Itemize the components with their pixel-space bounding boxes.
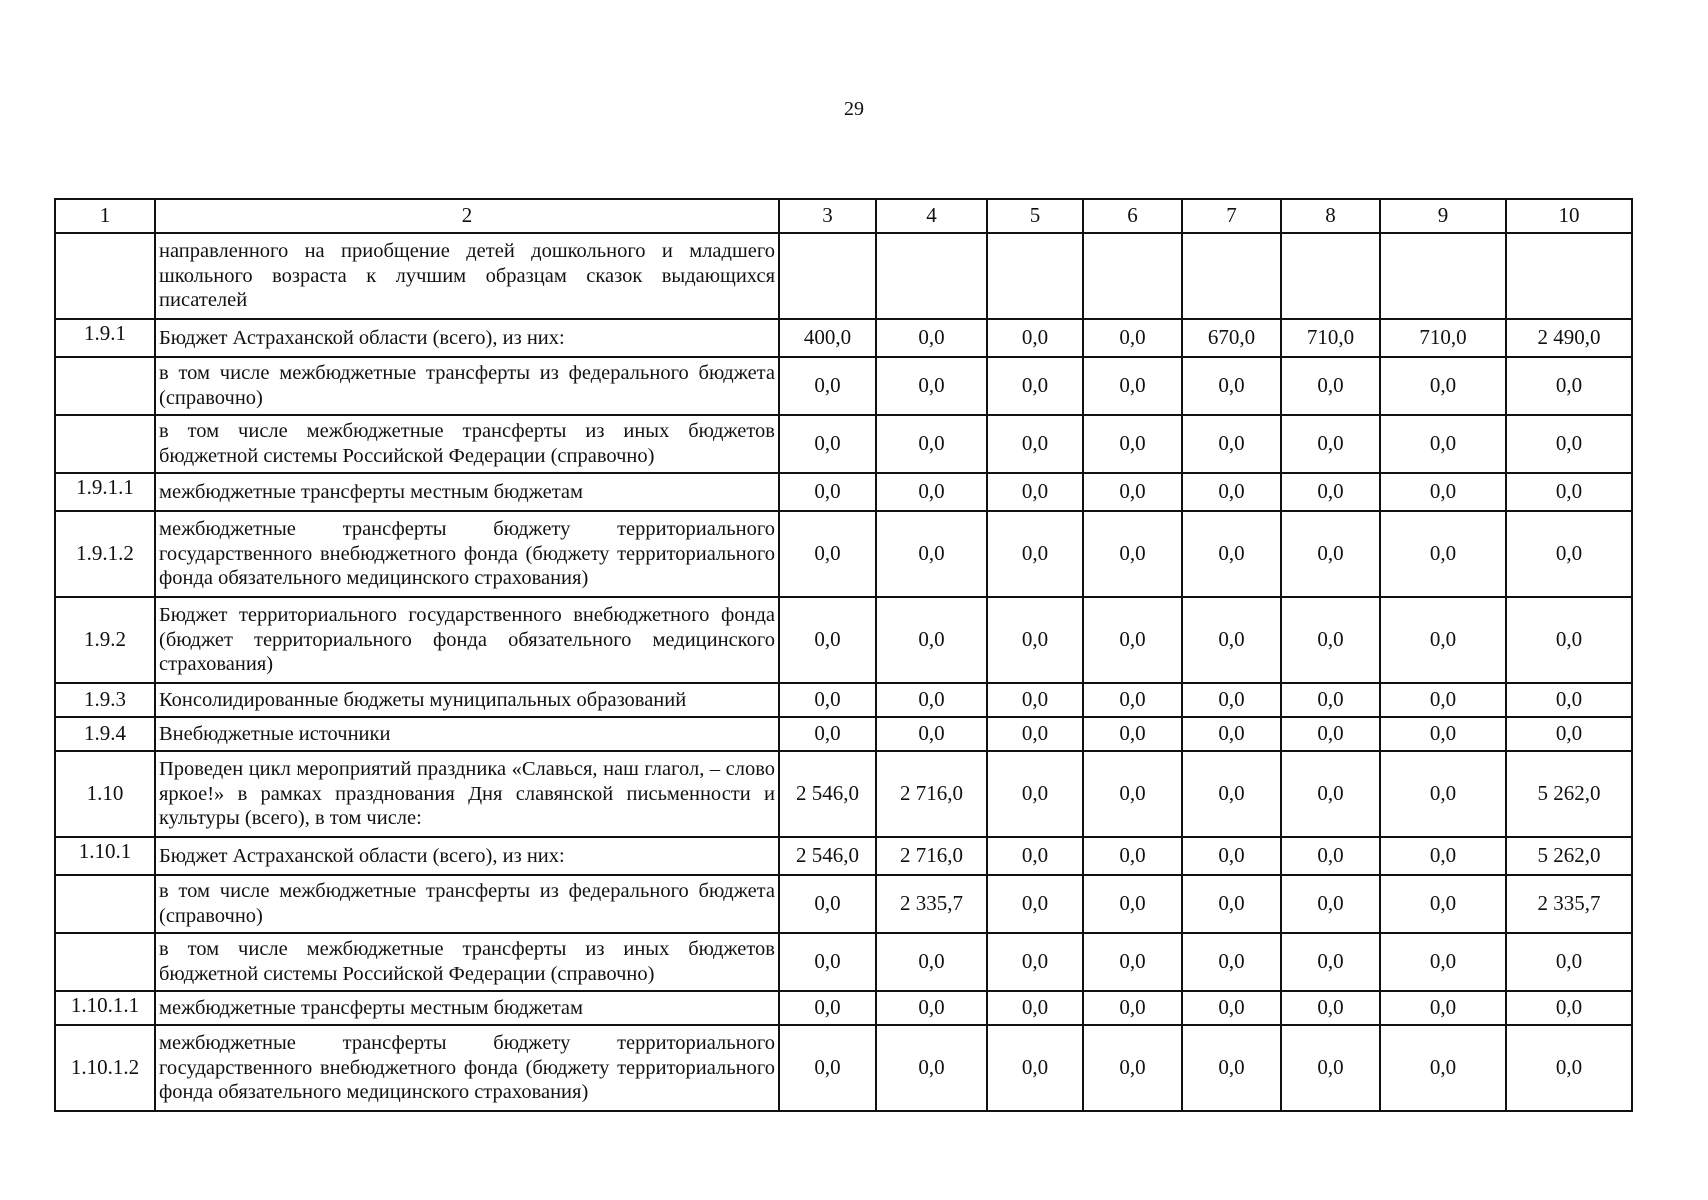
value-cell-col-8: 710,0: [1281, 319, 1380, 357]
row-code: [55, 415, 155, 473]
value-cell-col-7: 0,0: [1182, 511, 1281, 597]
row-description: направленного на приобщение детей дошкольного и младшего школьного возраста к лучшим образцам сказок выдающихся писателей: [155, 233, 779, 319]
row-code: 1.10.1.2: [55, 1025, 155, 1111]
value-cell-col-7: 0,0: [1182, 357, 1281, 415]
value-cell-col-7: 0,0: [1182, 933, 1281, 991]
value-cell-col-9: 710,0: [1380, 319, 1506, 357]
table-row: [55, 875, 1632, 933]
value-cell-col-7: 0,0: [1182, 473, 1281, 511]
row-description: межбюджетные трансферты бюджету территориального государственного внебюджетного фонда (бюджету территориального фонда обязательного медицинского страхования): [155, 511, 779, 597]
header-cell: 4: [876, 199, 987, 233]
value-cell-col-8: 0,0: [1281, 683, 1380, 717]
value-cell-col-6: 0,0: [1083, 837, 1182, 875]
value-cell-col-3: [779, 233, 876, 319]
value-cell-col-6: 0,0: [1083, 875, 1182, 933]
value-cell-col-9: 0,0: [1380, 357, 1506, 415]
row-description: Бюджет территориального государственного внебюджетного фонда (бюджет территориального фонда обязательного медицинского страхования): [155, 597, 779, 683]
value-cell-col-10: 0,0: [1506, 1025, 1632, 1111]
row-description: в том числе межбюджетные трансферты из иных бюджетов бюджетной системы Российской Федерации (справочно): [155, 415, 779, 473]
row-description: межбюджетные трансферты бюджету территориального государственного внебюджетного фонда (бюджету территориального фонда обязательного медицинского страхования): [155, 1025, 779, 1111]
value-cell-col-6: 0,0: [1083, 415, 1182, 473]
value-cell-col-9: 0,0: [1380, 1025, 1506, 1111]
row-code: 1.9.1.1: [55, 473, 155, 511]
value-cell-col-6: [1083, 233, 1182, 319]
value-cell-col-10: 5 262,0: [1506, 751, 1632, 837]
budget-table: [54, 198, 1633, 1112]
value-cell-col-3: 2 546,0: [779, 751, 876, 837]
value-cell-col-9: 0,0: [1380, 837, 1506, 875]
value-cell-col-4: 2 716,0: [876, 751, 987, 837]
value-cell-col-10: 0,0: [1506, 511, 1632, 597]
value-cell-col-5: 0,0: [987, 751, 1083, 837]
value-cell-col-9: [1380, 233, 1506, 319]
value-cell-col-7: 670,0: [1182, 319, 1281, 357]
value-cell-col-3: 0,0: [779, 717, 876, 751]
row-code: 1.10.1: [55, 837, 155, 875]
value-cell-col-9: 0,0: [1380, 991, 1506, 1025]
header-cell: 9: [1380, 199, 1506, 233]
header-cell: 3: [779, 199, 876, 233]
value-cell-col-6: 0,0: [1083, 1025, 1182, 1111]
value-cell-col-7: 0,0: [1182, 1025, 1281, 1111]
value-cell-col-7: 0,0: [1182, 875, 1281, 933]
header-cell: 2: [155, 199, 779, 233]
table-row: [55, 991, 1632, 1025]
value-cell-col-8: 0,0: [1281, 511, 1380, 597]
value-cell-col-8: 0,0: [1281, 933, 1380, 991]
row-code: [55, 357, 155, 415]
value-cell-col-10: 0,0: [1506, 597, 1632, 683]
header-cell: 5: [987, 199, 1083, 233]
value-cell-col-7: 0,0: [1182, 415, 1281, 473]
value-cell-col-4: 0,0: [876, 415, 987, 473]
row-code: 1.10.1.1: [55, 991, 155, 1025]
value-cell-col-8: 0,0: [1281, 875, 1380, 933]
value-cell-col-5: 0,0: [987, 717, 1083, 751]
value-cell-col-9: 0,0: [1380, 717, 1506, 751]
value-cell-col-5: 0,0: [987, 319, 1083, 357]
row-code: [55, 933, 155, 991]
value-cell-col-3: 0,0: [779, 933, 876, 991]
value-cell-col-8: 0,0: [1281, 837, 1380, 875]
value-cell-col-3: 0,0: [779, 597, 876, 683]
value-cell-col-8: 0,0: [1281, 357, 1380, 415]
value-cell-col-5: 0,0: [987, 683, 1083, 717]
row-code: [55, 875, 155, 933]
row-code: 1.10: [55, 751, 155, 837]
value-cell-col-7: 0,0: [1182, 717, 1281, 751]
value-cell-col-4: 0,0: [876, 597, 987, 683]
value-cell-col-6: 0,0: [1083, 683, 1182, 717]
row-description: в том числе межбюджетные трансферты из иных бюджетов бюджетной системы Российской Федерации (справочно): [155, 933, 779, 991]
value-cell-col-8: [1281, 233, 1380, 319]
row-description: Внебюджетные источники: [155, 717, 779, 751]
value-cell-col-8: 0,0: [1281, 597, 1380, 683]
header-cell: 8: [1281, 199, 1380, 233]
value-cell-col-10: 0,0: [1506, 415, 1632, 473]
value-cell-col-9: 0,0: [1380, 751, 1506, 837]
value-cell-col-5: 0,0: [987, 473, 1083, 511]
value-cell-col-10: 2 335,7: [1506, 875, 1632, 933]
value-cell-col-3: 0,0: [779, 511, 876, 597]
row-code: 1.9.2: [55, 597, 155, 683]
row-description: Бюджет Астраханской области (всего), из них:: [155, 319, 779, 357]
value-cell-col-4: 0,0: [876, 319, 987, 357]
value-cell-col-4: 0,0: [876, 717, 987, 751]
row-description: Бюджет Астраханской области (всего), из них:: [155, 837, 779, 875]
table-header: [55, 199, 1632, 233]
value-cell-col-7: 0,0: [1182, 751, 1281, 837]
row-description: межбюджетные трансферты местным бюджетам: [155, 991, 779, 1025]
value-cell-col-6: 0,0: [1083, 473, 1182, 511]
value-cell-col-6: 0,0: [1083, 717, 1182, 751]
value-cell-col-3: 0,0: [779, 473, 876, 511]
table-row: [55, 683, 1632, 717]
row-code: 1.9.4: [55, 717, 155, 751]
value-cell-col-4: 0,0: [876, 991, 987, 1025]
value-cell-col-9: 0,0: [1380, 473, 1506, 511]
header-cell: 6: [1083, 199, 1182, 233]
value-cell-col-8: 0,0: [1281, 1025, 1380, 1111]
value-cell-col-5: 0,0: [987, 837, 1083, 875]
value-cell-col-8: 0,0: [1281, 991, 1380, 1025]
value-cell-col-3: 0,0: [779, 1025, 876, 1111]
value-cell-col-4: 0,0: [876, 1025, 987, 1111]
header-row: [55, 199, 1632, 233]
table-row: [55, 319, 1632, 357]
value-cell-col-3: 0,0: [779, 991, 876, 1025]
value-cell-col-3: 2 546,0: [779, 837, 876, 875]
value-cell-col-3: 0,0: [779, 415, 876, 473]
value-cell-col-10: 0,0: [1506, 991, 1632, 1025]
value-cell-col-5: 0,0: [987, 991, 1083, 1025]
table-row: [55, 511, 1632, 597]
value-cell-col-10: [1506, 233, 1632, 319]
row-code: 1.9.3: [55, 683, 155, 717]
row-description: Проведен цикл мероприятий праздника «Славься, наш глагол, – слово яркое!» в рамках празднования Дня славянской письменности и культуры (всего), в том числе:: [155, 751, 779, 837]
value-cell-col-5: 0,0: [987, 511, 1083, 597]
value-cell-col-10: 0,0: [1506, 473, 1632, 511]
value-cell-col-4: 0,0: [876, 511, 987, 597]
table-body: [55, 233, 1632, 1111]
table-row: [55, 751, 1632, 837]
value-cell-col-5: 0,0: [987, 933, 1083, 991]
value-cell-col-10: 0,0: [1506, 933, 1632, 991]
header-cell: 10: [1506, 199, 1632, 233]
row-description: в том числе межбюджетные трансферты из федерального бюджета (справочно): [155, 357, 779, 415]
value-cell-col-6: 0,0: [1083, 991, 1182, 1025]
value-cell-col-7: 0,0: [1182, 837, 1281, 875]
value-cell-col-9: 0,0: [1380, 875, 1506, 933]
value-cell-col-6: 0,0: [1083, 511, 1182, 597]
page-number: 29: [844, 98, 864, 120]
value-cell-col-4: 0,0: [876, 683, 987, 717]
row-code: 1.9.1.2: [55, 511, 155, 597]
header-cell: 1: [55, 199, 155, 233]
value-cell-col-9: 0,0: [1380, 511, 1506, 597]
value-cell-col-6: 0,0: [1083, 597, 1182, 683]
row-description: в том числе межбюджетные трансферты из федерального бюджета (справочно): [155, 875, 779, 933]
row-description: межбюджетные трансферты местным бюджетам: [155, 473, 779, 511]
value-cell-col-5: 0,0: [987, 1025, 1083, 1111]
table-row: [55, 717, 1632, 751]
value-cell-col-6: 0,0: [1083, 357, 1182, 415]
table-row: [55, 933, 1632, 991]
value-cell-col-5: 0,0: [987, 357, 1083, 415]
value-cell-col-8: 0,0: [1281, 717, 1380, 751]
row-code: [55, 233, 155, 319]
value-cell-col-3: 0,0: [779, 683, 876, 717]
value-cell-col-8: 0,0: [1281, 415, 1380, 473]
value-cell-col-5: 0,0: [987, 875, 1083, 933]
value-cell-col-8: 0,0: [1281, 473, 1380, 511]
value-cell-col-3: 0,0: [779, 875, 876, 933]
value-cell-col-4: 0,0: [876, 933, 987, 991]
value-cell-col-7: 0,0: [1182, 991, 1281, 1025]
table-row: [55, 1025, 1632, 1111]
value-cell-col-6: 0,0: [1083, 751, 1182, 837]
value-cell-col-6: 0,0: [1083, 933, 1182, 991]
row-code: 1.9.1: [55, 319, 155, 357]
value-cell-col-9: 0,0: [1380, 415, 1506, 473]
value-cell-col-5: 0,0: [987, 597, 1083, 683]
value-cell-col-10: 5 262,0: [1506, 837, 1632, 875]
value-cell-col-10: 0,0: [1506, 683, 1632, 717]
table-row: [55, 597, 1632, 683]
value-cell-col-10: 0,0: [1506, 357, 1632, 415]
table-row: [55, 233, 1632, 319]
value-cell-col-9: 0,0: [1380, 683, 1506, 717]
value-cell-col-3: 0,0: [779, 357, 876, 415]
value-cell-col-7: 0,0: [1182, 683, 1281, 717]
table-row: [55, 357, 1632, 415]
header-cell: 7: [1182, 199, 1281, 233]
table-row: [55, 473, 1632, 511]
value-cell-col-7: [1182, 233, 1281, 319]
value-cell-col-9: 0,0: [1380, 597, 1506, 683]
value-cell-col-5: 0,0: [987, 415, 1083, 473]
value-cell-col-10: 2 490,0: [1506, 319, 1632, 357]
value-cell-col-9: 0,0: [1380, 933, 1506, 991]
value-cell-col-4: [876, 233, 987, 319]
row-description: Консолидированные бюджеты муниципальных образований: [155, 683, 779, 717]
value-cell-col-3: 400,0: [779, 319, 876, 357]
value-cell-col-8: 0,0: [1281, 751, 1380, 837]
value-cell-col-4: 2 716,0: [876, 837, 987, 875]
value-cell-col-4: 0,0: [876, 473, 987, 511]
value-cell-col-6: 0,0: [1083, 319, 1182, 357]
value-cell-col-10: 0,0: [1506, 717, 1632, 751]
value-cell-col-4: 0,0: [876, 357, 987, 415]
value-cell-col-4: 2 335,7: [876, 875, 987, 933]
table-row: [55, 837, 1632, 875]
value-cell-col-5: [987, 233, 1083, 319]
table-row: [55, 415, 1632, 473]
value-cell-col-7: 0,0: [1182, 597, 1281, 683]
